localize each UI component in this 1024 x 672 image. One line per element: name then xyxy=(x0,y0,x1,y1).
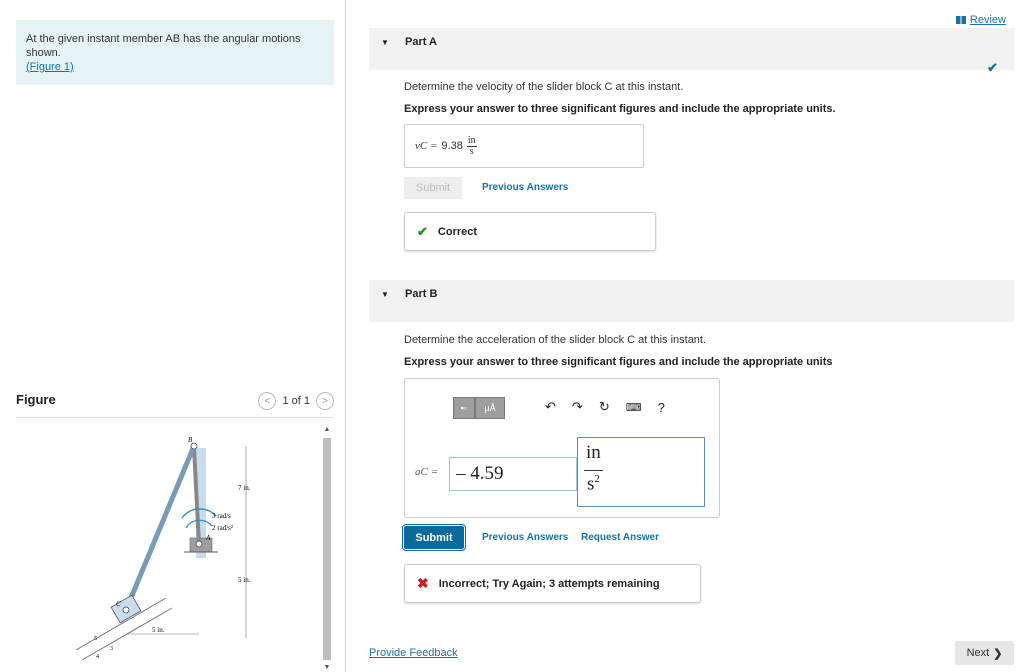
figure-area xyxy=(16,418,334,672)
problem-text: At the given instant member AB has the angular motions shown. xyxy=(26,33,301,59)
part-a-value: 9.38 xyxy=(441,140,463,152)
problem-statement xyxy=(16,20,334,85)
incorrect-x-icon: ✖ xyxy=(417,575,429,591)
part-b-unit xyxy=(584,442,603,495)
figure-header xyxy=(16,390,334,418)
label-slope-4: 4 xyxy=(96,654,99,660)
link-bc xyxy=(126,446,194,610)
label-5in-horizontal: 5 in. xyxy=(152,626,165,634)
part-a-status: Correct xyxy=(437,225,478,238)
redo-icon[interactable]: ↷ xyxy=(571,399,583,414)
part-b-header[interactable] xyxy=(369,280,1014,322)
label-omega: 3 rad/s xyxy=(212,512,231,520)
part-a-unit-numerator: in xyxy=(467,134,476,146)
part-b-title: Part B xyxy=(405,288,438,300)
scroll-thumb[interactable] xyxy=(323,438,331,660)
review-label: Review xyxy=(969,14,1006,26)
pin-c xyxy=(123,607,129,613)
part-b-unit-denominator-wrap xyxy=(587,471,600,495)
part-b-submit-button[interactable]: Submit xyxy=(404,526,464,549)
label-b: B xyxy=(188,436,193,444)
next-label: Next xyxy=(966,647,990,659)
keyboard-icon[interactable]: ⌨ xyxy=(625,401,642,414)
part-b-feedback xyxy=(404,564,701,603)
label-slope-3: 3 xyxy=(110,646,113,652)
part-a-header[interactable] xyxy=(369,28,1014,75)
part-b-unit-input[interactable] xyxy=(577,437,705,507)
help-icon[interactable]: ? xyxy=(657,399,665,415)
label-alpha: 2 rad/s² xyxy=(212,524,233,532)
part-b-previous-answers-link[interactable]: Previous Answers xyxy=(482,532,569,543)
mechanism-diagram xyxy=(16,418,316,672)
scroll-up-arrow-icon[interactable]: ▲ xyxy=(323,426,331,433)
figure-pager xyxy=(258,392,334,410)
column-divider xyxy=(345,0,346,672)
templates-icon[interactable]: ▪▫ xyxy=(453,397,475,419)
scroll-down-arrow-icon[interactable]: ▼ xyxy=(323,664,331,671)
part-a-feedback xyxy=(404,212,656,251)
figure-title: Figure xyxy=(16,392,56,407)
part-b-variable: aC = xyxy=(415,466,439,478)
part-b-answer-editor xyxy=(404,378,720,518)
review-icon xyxy=(956,16,966,24)
pin-a xyxy=(196,541,202,547)
caret-down-icon: ▼ xyxy=(381,38,389,47)
label-slope-5: 5 xyxy=(94,636,97,642)
part-a-variable: vC = xyxy=(415,140,438,152)
prev-figure-button[interactable]: < xyxy=(258,392,276,410)
part-b-status: Incorrect; Try Again; 3 attempts remaining xyxy=(438,577,660,590)
units-button[interactable]: μÅ xyxy=(475,397,505,419)
editor-actions xyxy=(545,399,665,415)
next-figure-button[interactable]: > xyxy=(316,392,334,410)
review-link[interactable] xyxy=(956,14,1006,26)
checkmark-icon: ✔ xyxy=(417,223,428,239)
part-a-complete-check-icon: ✔ xyxy=(987,60,998,75)
reset-icon[interactable]: ↻ xyxy=(598,399,610,414)
part-b-unit-numerator: in xyxy=(584,442,603,471)
undo-icon[interactable]: ↶ xyxy=(545,399,556,414)
label-5in-vertical: 5 in. xyxy=(238,576,251,584)
request-answer-link[interactable]: Request Answer xyxy=(581,532,659,543)
figure-link[interactable]: (Figure 1) xyxy=(26,61,74,73)
part-b-unit-exponent: 2 xyxy=(594,473,600,485)
next-button[interactable] xyxy=(955,641,1014,665)
caret-down-icon: ▼ xyxy=(381,290,389,299)
part-a-answer-display xyxy=(404,124,644,168)
part-a-submit-button[interactable]: Submit xyxy=(404,177,462,199)
math-toolbar xyxy=(453,397,505,419)
label-7in: 7 in. xyxy=(238,484,251,492)
label-a: A xyxy=(206,534,211,542)
part-a-previous-answers-link[interactable]: Previous Answers xyxy=(482,182,569,193)
part-a-unit xyxy=(467,136,477,157)
provide-feedback-link[interactable]: Provide Feedback xyxy=(369,647,458,659)
figure-scrollbar[interactable] xyxy=(322,426,332,672)
part-a-instruction: Express your answer to three significant figures and include the appropriate units. xyxy=(404,103,836,115)
part-b-unit-denominator: s xyxy=(586,473,595,495)
part-a-unit-denominator: s xyxy=(469,145,474,157)
part-a-title: Part A xyxy=(405,36,437,48)
part-b-instruction: Express your answer to three significant figures and include the appropriate units xyxy=(404,356,833,368)
label-c: C xyxy=(116,600,121,608)
figure-page-count: 1 of 1 xyxy=(282,395,310,407)
part-b-question: Determine the acceleration of the slider block C at this instant. xyxy=(404,334,707,346)
chevron-right-icon: ❯ xyxy=(993,647,1003,660)
part-b-value-input[interactable]: – 4.59 xyxy=(449,457,577,491)
part-a-question: Determine the velocity of the slider block C at this instant. xyxy=(404,81,684,93)
